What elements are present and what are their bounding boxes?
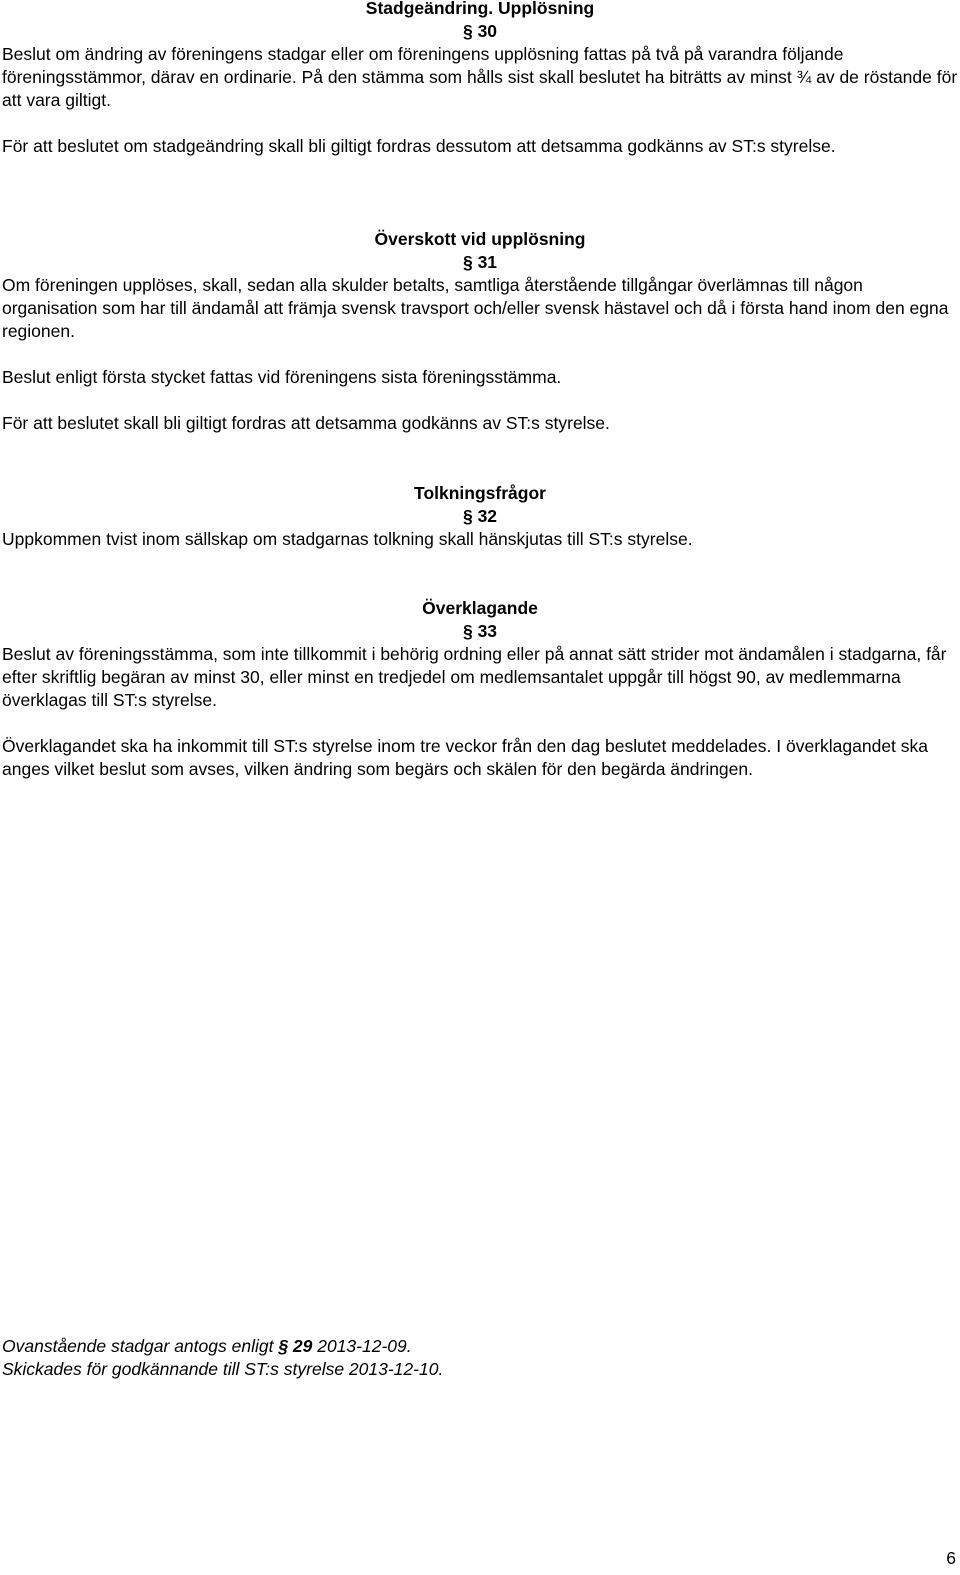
section-title-33: Överklagande — [422, 598, 538, 618]
paragraph-mark-32: § 32 — [462, 506, 498, 526]
adoption-note — [2, 1335, 412, 1358]
section-title-32: Tolkningsfrågor — [414, 483, 546, 503]
section-title-30: Stadgeändring. Upplösning — [365, 0, 595, 18]
adoption-date: 2013-12-09. — [312, 1336, 412, 1356]
section-33-paragraph-2: Överklagandet ska ha inkommit till ST:s styrelse inom tre veckor från den dag beslutet meddelades. I överklagandet ska anges vilket beslut som avses, vilken ändring som begärs och skälen för den begärda ändringen. — [2, 736, 929, 779]
section-30-paragraph-1: Beslut om ändring av föreningens stadgar eller om föreningens upplösning fattas på två på varandra följande föreningsstämmor, därav en ordinarie. På den stämma som hålls sist skall beslutet ha biträtts av minst ¾ av de röstande för att vara giltigt. — [2, 44, 958, 110]
section-31-paragraph-1: Om föreningen upplöses, skall, sedan alla skulder betalts, samtliga återstående tillgångar överlämnas till någon organisation som har till ändamål att främja svensk travsport och/eller svensk hästavel och då i första hand inom den egna regionen. — [2, 275, 949, 341]
approval-note: Skickades för godkännande till ST:s styrelse 2013-12-10. — [2, 1359, 444, 1379]
section-33-paragraph-1: Beslut av föreningsstämma, som inte tillkommit i behörig ordning eller på annat sätt strider mot ändamålen i stadgarna, får efter skriftlig begäran av minst 30, eller minst en tredjedel om medlemsantalet uppgår till högst 90, av medlemmarna överklagas till ST:s styrelse. — [2, 644, 947, 710]
paragraph-mark-30: § 30 — [462, 21, 498, 41]
section-30-paragraph-2: För att beslutet om stadgeändring skall bli giltigt fordras dessutom att detsamma godkänns av ST:s styrelse. — [2, 136, 836, 156]
adoption-prefix: Ovanstående stadgar antogs enligt — [2, 1336, 279, 1356]
section-32-paragraph-1: Uppkommen tvist inom sällskap om stadgarnas tolkning skall hänskjutas till ST:s styrelse. — [2, 529, 693, 549]
paragraph-mark-31: § 31 — [462, 252, 498, 272]
paragraph-mark-33: § 33 — [462, 621, 498, 641]
page-number: 6 — [946, 1548, 956, 1568]
section-31-paragraph-2: Beslut enligt första stycket fattas vid föreningens sista föreningsstämma. — [2, 367, 562, 387]
section-31-paragraph-3: För att beslutet skall bli giltigt fordras att detsamma godkänns av ST:s styrelse. — [2, 413, 610, 433]
section-title-31: Överskott vid upplösning — [374, 229, 586, 249]
adoption-reference: § 29 — [278, 1336, 313, 1356]
